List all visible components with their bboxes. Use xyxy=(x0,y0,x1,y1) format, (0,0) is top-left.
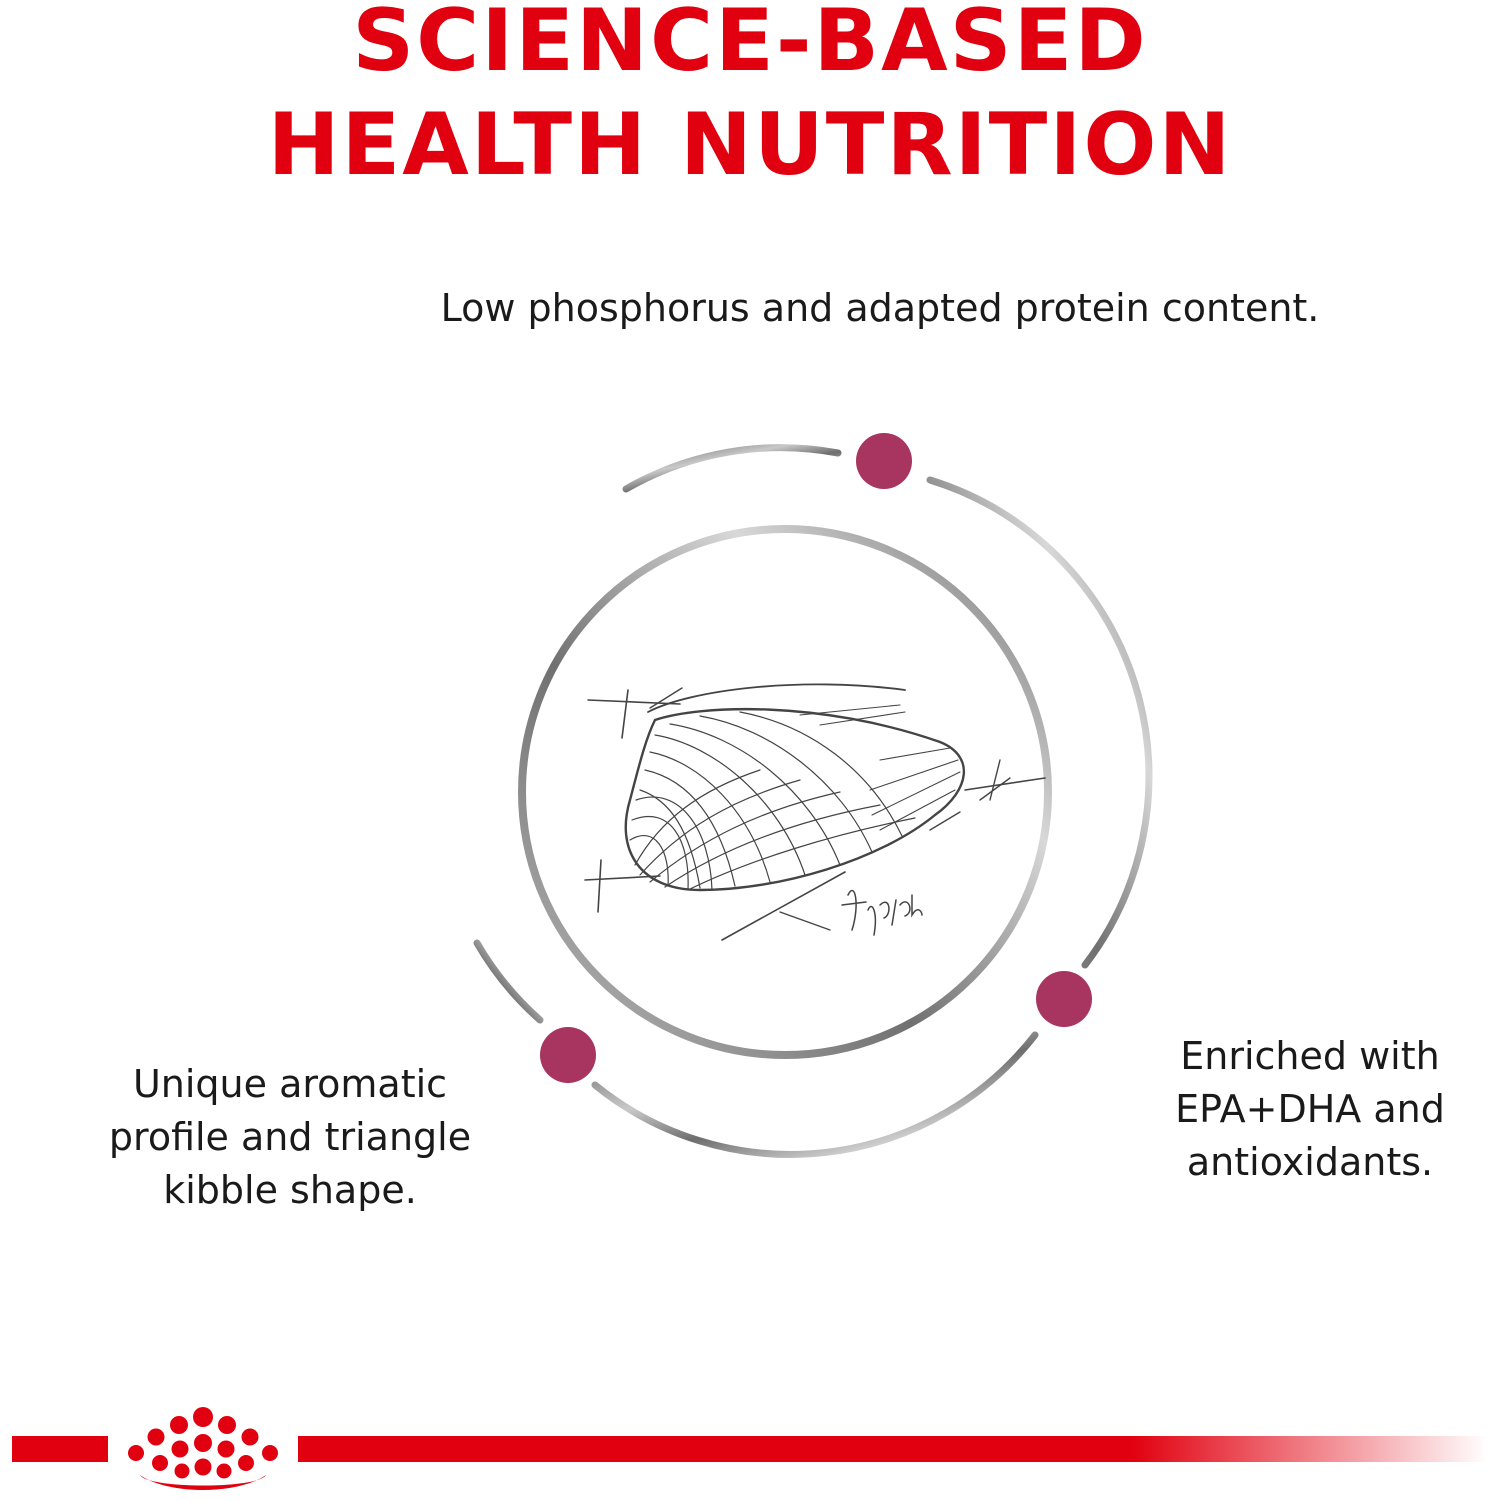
accent-dot-top xyxy=(856,433,912,489)
benefit-phosphorus-text: Low phosphorus and adapted protein content. xyxy=(440,286,1320,330)
benefit-epa-dha-text xyxy=(1140,1030,1480,1189)
headline-line-2: HEALTH NUTRITION xyxy=(267,95,1233,195)
benefit-aromatic-line-2: profile and triangle xyxy=(108,1115,472,1159)
accent-dot-left xyxy=(540,1027,596,1083)
benefit-aromatic-line-3: kibble shape. xyxy=(163,1168,417,1212)
footer-bar-right xyxy=(298,1436,1488,1462)
accent-dot-right xyxy=(1036,971,1092,1027)
benefit-epa-dha-line-3: antioxidants. xyxy=(1186,1140,1434,1184)
footer-bar-left xyxy=(12,1436,108,1462)
benefit-epa-dha-line-2: EPA+DHA and xyxy=(1175,1087,1445,1131)
headline-line-1: SCIENCE-BASED xyxy=(352,0,1148,91)
inner-ring xyxy=(522,529,1048,1055)
kibble-sketch-icon xyxy=(585,684,1045,940)
crown-logo-icon xyxy=(118,1403,288,1495)
benefit-aromatic-line-1: Unique aromatic xyxy=(132,1062,448,1106)
benefit-epa-dha-line-1: Enriched with xyxy=(1180,1034,1440,1078)
benefit-aromatic-text xyxy=(70,1058,510,1217)
